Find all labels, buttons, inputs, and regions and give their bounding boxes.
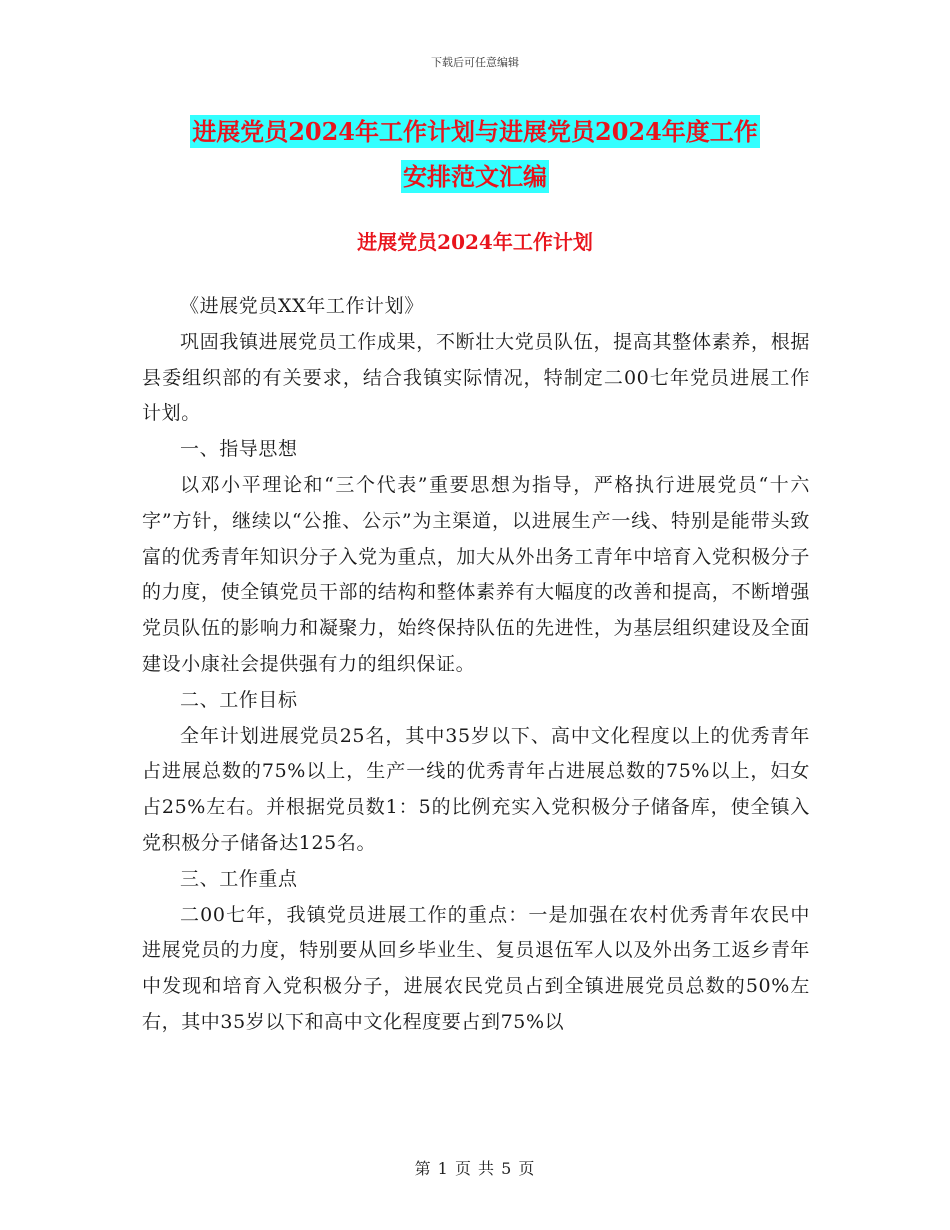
paragraph-work-goals: 全年计划进展党员25名，其中35岁以下、高中文化程度以上的优秀青年占进展总数的75%以上，生产一线的优秀青年占进展总数的75%以上，妇女占25%左右。并根据党员数1：5的比例充实入党积极分子储备库，使全镇入党积极分子储备达125名。 bbox=[142, 724, 810, 854]
document-title-line-1 bbox=[0, 112, 950, 147]
paragraph-intro: 巩固我镇进展党员工作成果，不断壮大党员队伍，提高其整体素养，根据县委组织部的有关要求，结合我镇实际情况，特制定二00七年党员进展工作计划。 bbox=[142, 330, 810, 425]
paragraph-work-focus: 二00七年，我镇党员进展工作的重点：一是加强在农村优秀青年农民中进展党员的力度，特别要从回乡毕业生、复员退伍军人以及外出务工返乡青年中发现和培育入党积极分子，进展农民党员占到全镇进展党员总数的50%左右，其中35岁以下和高中文化程度要占到75%以 bbox=[142, 903, 810, 1033]
heading-guiding-thought: 一、指导思想 bbox=[180, 438, 298, 461]
heading-work-goals: 二、工作目标 bbox=[180, 688, 298, 711]
document-title-text-1: 进展党员2024年工作计划与进展党员2024年度工作 bbox=[192, 117, 758, 146]
document-body bbox=[142, 289, 810, 1041]
paragraph-guiding-thought: 以邓小平理论和“三个代表”重要思想为指导，严格执行进展党员“十六字”方针，继续以“公推、公示”为主渠道，以进展生产一线、特别是能带头致富的优秀青年知识分子入党为重点，加大从外出务工青年中培育入党积极分子的力度，使全镇党员干部的结构和整体素养有大幅度的改善和提高，不断增强党员队伍的影响力和凝聚力，始终保持队伍的先进性，为基层组织建设及全面建设小康社会提供强有力的组织保证。 bbox=[142, 473, 810, 675]
document-title-text-2: 安排范文汇编 bbox=[403, 162, 547, 191]
heading-work-focus: 三、工作重点 bbox=[180, 867, 298, 890]
section-title: 进展党员2024年工作计划 bbox=[357, 230, 593, 254]
paragraph-book-title: 《进展党员XX年工作计划》 bbox=[180, 295, 424, 317]
document-title-line-2 bbox=[0, 157, 950, 192]
header-note: 下载后可任意编辑 bbox=[431, 56, 519, 69]
page-footer: 第 1 页 共 5 页 bbox=[414, 1159, 536, 1178]
